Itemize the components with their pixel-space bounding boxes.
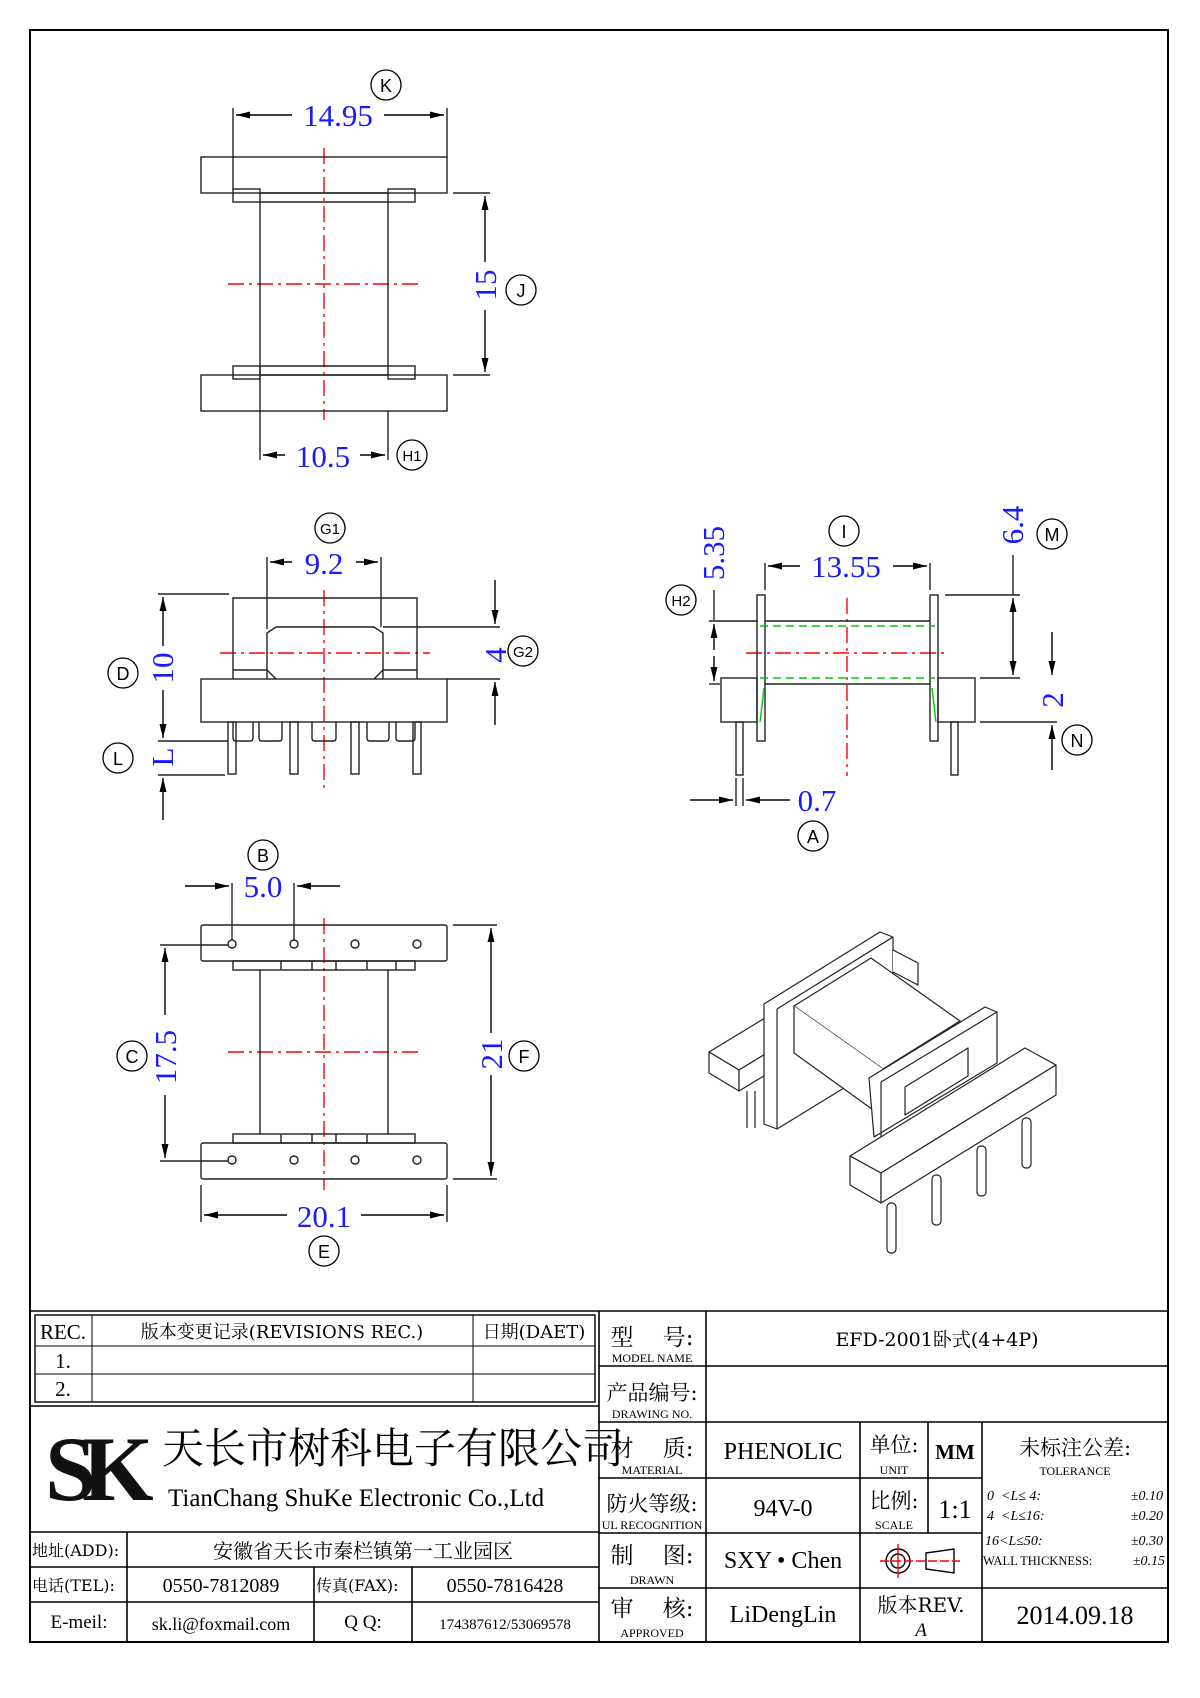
svg-text:A: A <box>806 827 820 847</box>
rev-header-desc: 版本变更记录(REVISIONS REC.) <box>140 1322 424 1343</box>
label-D <box>108 658 138 688</box>
approved-label-cn: 审 核: <box>610 1596 694 1622</box>
model-value: EFD-2001卧式(4+4P) <box>835 1329 1039 1351</box>
svg-text:M: M <box>1044 525 1060 545</box>
company-name-en: TianChang ShuKe Electronic Co.,Ltd <box>168 1485 545 1512</box>
svg-text:E: E <box>317 1242 331 1262</box>
front-view <box>158 557 500 820</box>
svg-text:H2: H2 <box>671 593 691 610</box>
unit-label-cn: 单位: <box>869 1433 919 1457</box>
email-label: E-meil: <box>50 1612 108 1633</box>
scale-value: 1:1 <box>938 1495 972 1524</box>
dim-M-value: 6.4 <box>995 505 1030 545</box>
label-C <box>117 1041 147 1071</box>
dim-K-value: 14.95 <box>303 98 373 133</box>
label-L <box>103 743 133 773</box>
revision-value: A <box>915 1620 927 1641</box>
side-view <box>690 555 1057 806</box>
model-label-en: MODEL NAME <box>611 1351 693 1365</box>
first-angle-projection-icon <box>880 1544 960 1578</box>
svg-text:L: L <box>112 749 124 769</box>
unit-value: MM <box>935 1440 975 1464</box>
svg-text:I: I <box>841 522 847 542</box>
model-label-cn: 型 号: <box>610 1325 694 1351</box>
company-name-cn: 天长市树科电子有限公司 <box>162 1424 625 1473</box>
qq-value: 174387612/53069578 <box>439 1617 571 1633</box>
company-logo <box>45 1418 153 1520</box>
svg-text:G2: G2 <box>512 644 534 661</box>
material-label-en: MATERIAL <box>621 1463 683 1477</box>
label-G2 <box>508 636 538 666</box>
dim-C-value: 17.5 <box>148 1029 183 1085</box>
tolerance-row-3-value: ±0.30 <box>1130 1534 1163 1549</box>
rev-header-date: 日期(DAET) <box>482 1322 586 1343</box>
tolerance-label-en: TOLERANCE <box>1039 1464 1111 1478</box>
dim-I-value: 13.55 <box>811 549 881 584</box>
dim-D-value: 10 <box>145 652 180 684</box>
svg-text:G1: G1 <box>319 521 341 538</box>
fax-value: 0550-7816428 <box>446 1575 564 1597</box>
tolerance-label-cn: 未标注公差: <box>1018 1436 1132 1460</box>
dim-H1-value: 10.5 <box>295 439 351 474</box>
ul-label-cn: 防火等级: <box>606 1492 698 1516</box>
rev-row-2-rec: 2. <box>55 1377 71 1401</box>
label-J <box>506 275 536 305</box>
tolerance-row-1-range: 0 <L≤ 4: <box>987 1489 1042 1504</box>
bottom-view <box>160 883 497 1222</box>
dim-F-value: 21 <box>474 1038 509 1070</box>
qq-label: Q Q: <box>344 1612 382 1633</box>
label-I <box>829 516 859 546</box>
svg-text:N: N <box>1070 731 1084 751</box>
address-label: 地址(ADD): <box>32 1541 120 1560</box>
drawing-no-label-cn: 产品编号: <box>606 1381 698 1405</box>
dim-J-value: 15 <box>468 269 503 301</box>
dim-E-value: 20.1 <box>296 1199 352 1234</box>
approved-value: LiDengLin <box>729 1602 837 1628</box>
tolerance-row-1-value: ±0.10 <box>1130 1489 1163 1504</box>
label-M <box>1037 519 1067 549</box>
label-H1 <box>397 440 427 470</box>
svg-text:B: B <box>256 846 270 866</box>
svg-text:D: D <box>116 664 130 684</box>
tel-label: 电话(TEL): <box>32 1576 115 1595</box>
drawn-label-cn: 制 图: <box>610 1543 694 1569</box>
rev-header-rec: REC. <box>39 1320 87 1344</box>
drawn-value: SXY • Chen <box>723 1548 843 1574</box>
fax-label: 传真(FAX): <box>316 1576 399 1595</box>
label-K <box>371 70 401 100</box>
dim-B-value: 5.0 <box>243 869 283 904</box>
material-label-cn: 材 质: <box>610 1436 694 1462</box>
tolerance-row-4-value: ±0.15 <box>1132 1554 1165 1569</box>
top-view <box>201 108 490 460</box>
svg-text:H1: H1 <box>402 448 422 465</box>
label-E <box>309 1236 339 1266</box>
ul-value: 94V-0 <box>753 1496 813 1522</box>
revision-label: 版本REV. <box>877 1593 965 1617</box>
material-value: PHENOLIC <box>723 1439 843 1465</box>
email-value: sk.li@foxmail.com <box>151 1614 291 1634</box>
svg-text:F: F <box>518 1047 530 1067</box>
drawing-date: 2014.09.18 <box>1016 1601 1134 1630</box>
label-G1 <box>315 513 345 543</box>
tolerance-row-2-value: ±0.20 <box>1130 1509 1163 1524</box>
label-H2 <box>666 585 696 615</box>
dim-H2-value: 5.35 <box>696 525 731 581</box>
tolerance-row-2-range: 4 <L≤16: <box>987 1509 1045 1524</box>
svg-text:C: C <box>125 1047 139 1067</box>
approved-label-en: APPROVED <box>620 1626 684 1640</box>
svg-text:SK: SK <box>45 1418 140 1520</box>
label-F <box>509 1041 539 1071</box>
dim-N-value: 2 <box>1035 692 1070 708</box>
tolerance-row-4-range: WALL THICKNESS: <box>983 1554 1093 1568</box>
label-N <box>1062 725 1092 755</box>
scale-label-cn: 比例: <box>869 1489 919 1513</box>
drawing-no-label-en: DRAWING NO. <box>611 1407 693 1421</box>
rev-row-1-rec: 1. <box>55 1349 71 1373</box>
isometric-view <box>709 932 1056 1253</box>
label-B <box>248 840 278 870</box>
dim-G1-value: 9.2 <box>304 546 344 581</box>
ul-label-en: UL RECOGNITION <box>601 1518 703 1532</box>
dim-L-value: L <box>145 747 180 767</box>
label-A <box>798 821 828 851</box>
drawn-label-en: DRAWN <box>629 1573 675 1587</box>
svg-text:J: J <box>516 281 526 301</box>
scale-label-en: SCALE <box>874 1518 914 1532</box>
svg-text:K: K <box>379 76 393 96</box>
tolerance-row-3-range: 16<L≤50: <box>985 1534 1043 1549</box>
dim-A-value: 0.7 <box>797 783 837 818</box>
unit-label-en: UNIT <box>879 1463 909 1477</box>
tel-value: 0550-7812089 <box>162 1575 280 1597</box>
address-value: 安徽省天长市秦栏镇第一工业园区 <box>213 1539 513 1563</box>
dim-G2-value: 4 <box>478 647 513 663</box>
